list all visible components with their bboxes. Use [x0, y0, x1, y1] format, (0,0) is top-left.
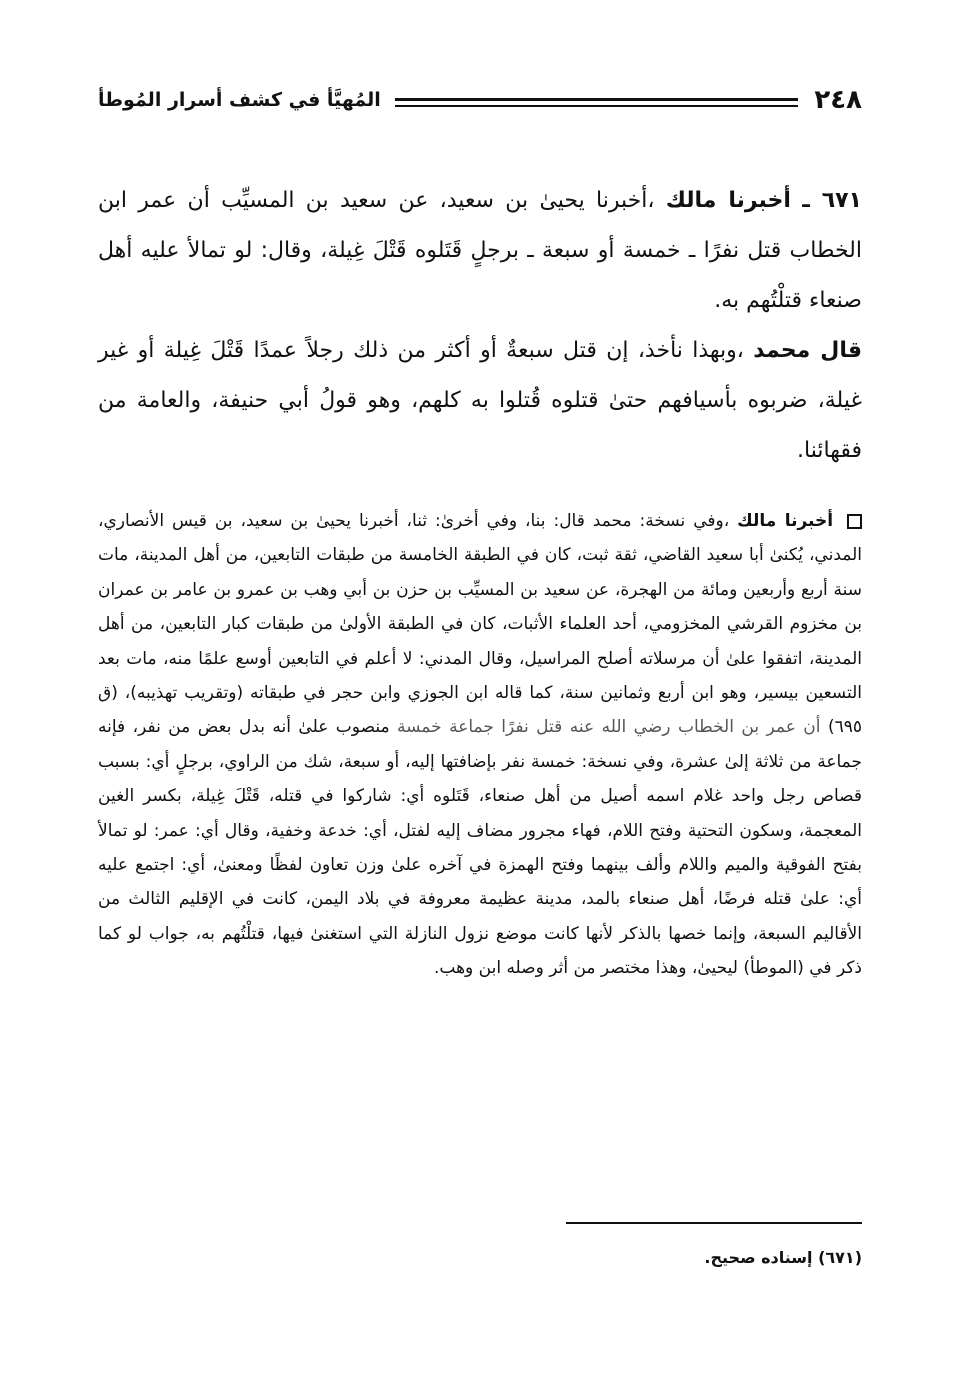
commentary-paragraph [98, 504, 862, 986]
book-title: المُهيَّأ في كشف أسرار المُوطأ [98, 89, 381, 111]
commentary-text-after: منصوب علىٰ أنه بدل بعض من نفر، فإنه جماعة من ثلاثة إلىٰ عشرة، وفي نسخة: خمسة نفر بإضافتها إليه، أو سبعة، شك من الراوي، برجلٍ أي: بسبب قصاص رجل واحد غلام اسمه أصيل من أهل صنعاء، قَتَلوه أي: شاركوا في قتله، قَتْلَ غِيلة، بكسر الغين المعجمة، وسكون التحتية وفتح اللام، فهاء مجرور مضاف إليه لفتل، أي: خدعة وخفية، وقال أي: عمر: لو تمالأ بفتح الفوقية والميم واللام وألف بينهما وفتح الهمزة في آخره علىٰ وزن تعاون لفظًا ومعنىٰ، أي: اجتمع عليه أي: علىٰ قتله فرضًا، أهل صنعاء بالمد، مدينة عظيمة معروفة في بلاد اليمن، كانت في الإقليم الثالث من الأقاليم السبعة، وإنما خصها بالذكر لأنها كانت موضع نزول النازلة التي استغنىٰ فيها، قتلْتُهم به، جواب لو كما ذكر في (الموطأ) ليحيىٰ، وهذا مختصر من أثر وصله ابن وهب. [98, 717, 862, 979]
footnote-rule [566, 1222, 862, 1224]
commentary [98, 504, 862, 986]
hadith-paragraph [98, 176, 862, 326]
hadith-text: ،أخبرنا يحيىٰ بن سعيد، عن سعيد بن المسيِّب أن عمر ابن الخطاب قتل نفرًا ـ خمسة أو سبعة ـ برجلٍ قَتَلوه قَتْلَ غِيلة، وقال: لو تمالأ عليه أهل صنعاء قتلْتُهم به. [98, 188, 862, 313]
hadith-number: ٦٧١ ـ [802, 188, 862, 213]
commentary-text-before: ،وفي نسخة: محمد قال: بنا، وفي أخرىٰ: ثنا، أخبرنا يحيىٰ بن سعيد، بن قيس الأنصاري، المدني، يُكنىٰ أبا سعيد القاضي، ثقة ثبت، كان في الطبقة الخامسة من طبقات التابعين، من أهل المدينة، مات سنة أربع وأربعين ومائة من الهجرة، عن سعيد بن المسيِّب بن حزن بن أبي وهب بن عمرو بن عامر بن عمران بن مخزوم القرشي المخزومي، أحد العلماء الأثبات، كان في الطبقة الأولىٰ من طبقات كبار التابعين، من أهل المدينة، اتفقوا علىٰ أن مرسلاته أصلح المراسيل، وقال المدني: لا أعلم في التابعين أوسع علمًا منه، مات بعد التسعين بيسير، وهو ابن أربع وثمانين سنة، كما قاله ابن الجوزي وابن حجر في طبقاته (وتقريب تهذيبه)، (ق ٦٩٥) [98, 511, 863, 738]
muhammad-text: ،وبهذا نأخذ، إن قتل سبعةٌ أو أكثر من ذلك رجلاً عمدًا قَتْلَ غِيلة أو غير غيلة، ضربوه بأسيافهم حتىٰ قتلوه قُتلوا به كلهم، وهو قولُ أبي حنيفة، والعامة من فقهائنا. [98, 338, 862, 463]
hadith-lead: أخبرنا مالك [665, 188, 791, 213]
footnote: (٦٧١) إسناده صحيح. [704, 1248, 862, 1267]
square-marker-icon [847, 514, 862, 529]
muhammad-lead: قال محمد [753, 338, 862, 363]
running-header [98, 78, 862, 122]
page-number: ٢٤٨ [814, 85, 862, 115]
page [98, 78, 863, 1267]
commentary-lead: أخبرنا مالك [737, 511, 834, 531]
header-rule [395, 98, 799, 107]
commentary-reference: أن عمر بن الخطاب رضي الله عنه قتل نفرًا جماعة خمسة [397, 717, 821, 738]
main-text [98, 176, 862, 476]
muhammad-paragraph [98, 326, 862, 476]
